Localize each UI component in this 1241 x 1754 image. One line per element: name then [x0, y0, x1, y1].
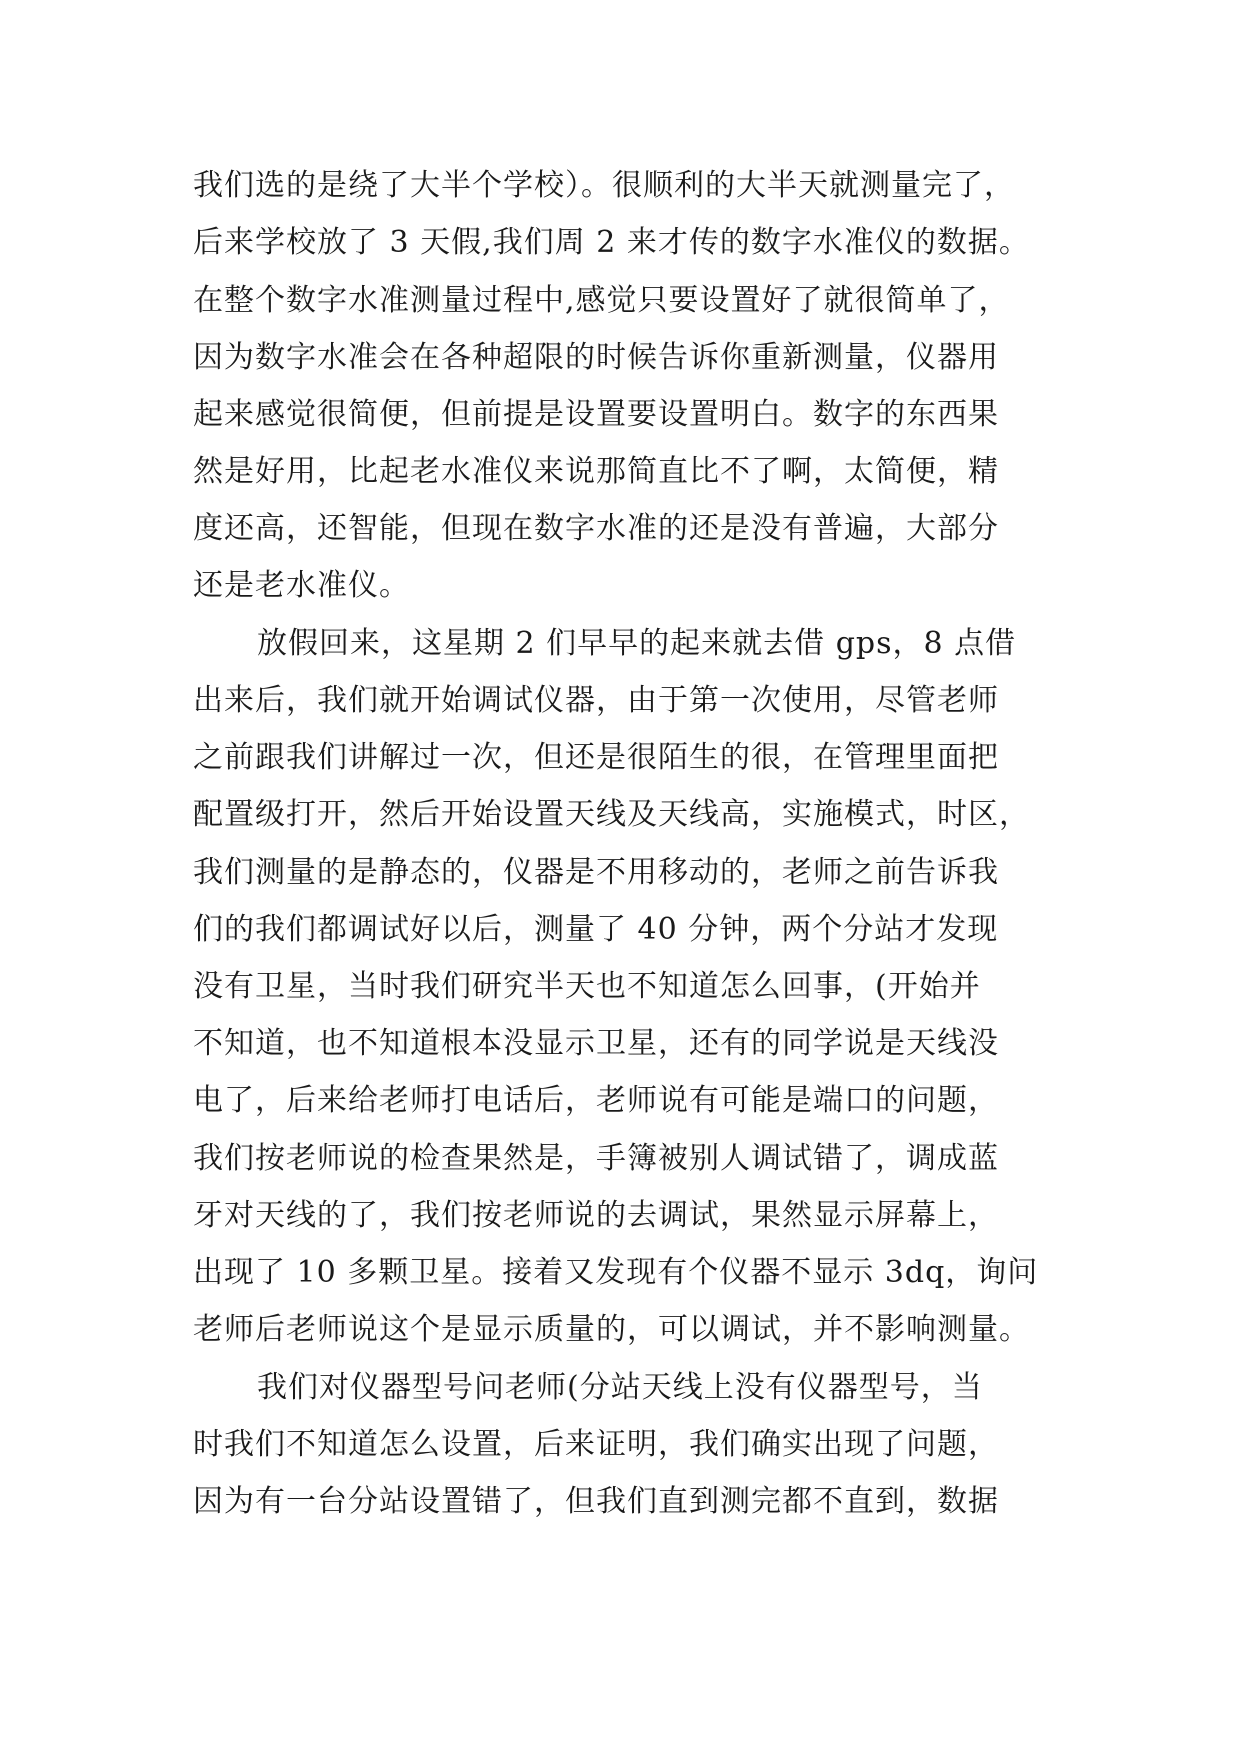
text-line: 我们选的是绕了大半个学校）。很顺利的大半天就测量完了， — [193, 168, 1015, 203]
text-line: 之前跟我们讲解过一次，但还是很陌生的很，在管理里面把 — [193, 740, 999, 775]
text-line: 牙对天线的了，我们按老师说的去调试，果然显示屏幕上， — [193, 1198, 999, 1233]
text-line: 度还高，还智能，但现在数字水准的还是没有普遍，大部分 — [193, 511, 999, 546]
text-line: 出来后，我们就开始调试仪器，由于第一次使用，尽管老师 — [193, 683, 999, 718]
text-line: 还是老水准仪。 — [193, 568, 410, 603]
text-line: 后来学校放了 3 天假,我们周 2 来才传的数字水准仪的数据。 — [193, 225, 1030, 260]
paragraph-start-line: 放假回来，这星期 2 们早早的起来就去借 gps，8 点借 — [257, 626, 1017, 661]
text-line: 不知道，也不知道根本没显示卫星，还有的同学说是天线没 — [193, 1026, 999, 1061]
text-line: 因为有一台分站设置错了，但我们直到测完都不直到，数据 — [193, 1484, 999, 1519]
text-line: 们的我们都调试好以后，测量了 40 分钟，两个分站才发现 — [193, 912, 999, 947]
text-line: 我们按老师说的检查果然是，手簿被别人调试错了，调成蓝 — [193, 1141, 999, 1176]
text-line: 然是好用，比起老水准仪来说那简直比不了啊，太简便，精 — [193, 454, 999, 489]
text-line: 没有卫星，当时我们研究半天也不知道怎么回事，(开始并 — [193, 969, 981, 1004]
paragraph-start-line: 我们对仪器型号问老师(分站天线上没有仪器型号，当 — [257, 1370, 983, 1405]
text-line: 我们测量的是静态的，仪器是不用移动的，老师之前告诉我 — [193, 855, 999, 890]
text-line: 因为数字水准会在各种超限的时候告诉你重新测量，仪器用 — [193, 340, 999, 375]
text-line: 时我们不知道怎么设置，后来证明，我们确实出现了问题， — [193, 1427, 999, 1462]
text-line: 在整个数字水准测量过程中,感觉只要设置好了就很简单了， — [193, 283, 1010, 318]
text-line: 老师后老师说这个是显示质量的，可以调试，并不影响测量。 — [193, 1312, 1030, 1347]
text-line: 电了，后来给老师打电话后，老师说有可能是端口的问题， — [193, 1083, 999, 1118]
text-line: 起来感觉很简便，但前提是设置要设置明白。数字的东西果 — [193, 397, 999, 432]
text-line: 出现了 10 多颗卫星。接着又发现有个仪器不显示 3dq，询问 — [193, 1255, 1039, 1290]
text-line: 配置级打开，然后开始设置天线及天线高，实施模式，时区， — [193, 797, 1030, 832]
